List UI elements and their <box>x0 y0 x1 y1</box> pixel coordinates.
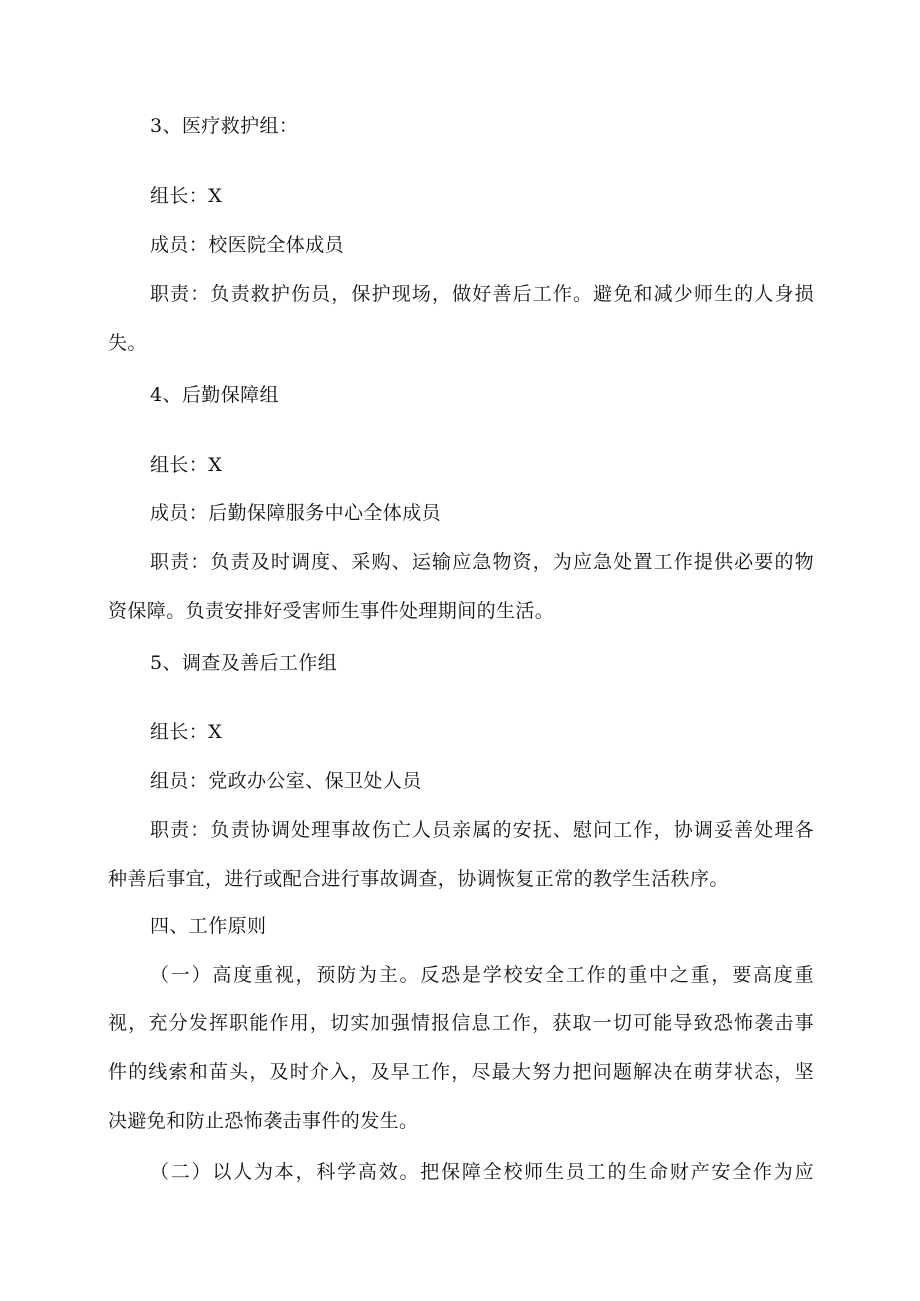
logistics-group-members: 成员：后勤保障服务中心全体成员 <box>150 502 442 524</box>
investigation-group-duty-line-1: 职责：负责协调处理事故伤亡人员亲属的安抚、慰问工作，协调妥善处理各 <box>150 819 814 841</box>
heading-investigation-group: 5、调查及善后工作组 <box>150 652 338 674</box>
heading-working-principles: 四、工作原则 <box>150 915 267 937</box>
principle-one-line-1: （一）高度重视，预防为主。反恐是学校安全工作的重中之重，要高度重 <box>150 964 814 986</box>
logistics-group-duty-line-2: 资保障。负责安排好受害师生事件处理期间的生活。 <box>108 600 555 622</box>
investigation-group-duty-line-2: 种善后事宜，进行或配合进行事故调查，协调恢复正常的教学生活秩序。 <box>108 868 729 890</box>
medical-group-members: 成员：校医院全体成员 <box>150 234 345 256</box>
heading-medical-rescue-group: 3、医疗救护组： <box>150 115 299 137</box>
logistics-group-duty-line-1: 职责：负责及时调度、采购、运输应急物资，为应急处置工作提供必要的物 <box>150 551 814 573</box>
medical-group-duty-line-1: 职责：负责救护伤员，保护现场，做好善后工作。避免和减少师生的人身损 <box>150 283 814 305</box>
investigation-group-members: 组员：党政办公室、保卫处人员 <box>150 770 422 792</box>
investigation-group-leader: 组长：X <box>150 721 223 743</box>
medical-group-duty-line-2: 失。 <box>108 332 147 354</box>
logistics-group-leader: 组长：X <box>150 454 223 476</box>
principle-one-line-2: 视，充分发挥职能作用，切实加强情报信息工作，获取一切可能导致恐怖袭击事 <box>108 1012 814 1034</box>
heading-logistics-group: 4、后勤保障组 <box>150 384 279 406</box>
principle-one-line-3: 件的线索和苗头，及时介入，及早工作，尽最大努力把问题解决在萌芽状态，坚 <box>108 1061 814 1083</box>
principle-one-line-4: 决避免和防止恐怖袭击事件的发生。 <box>108 1110 419 1132</box>
medical-group-leader: 组长：X <box>150 185 223 207</box>
principle-two-line-1: （二）以人为本，科学高效。把保障全校师生员工的生命财产安全作为应 <box>150 1161 814 1183</box>
